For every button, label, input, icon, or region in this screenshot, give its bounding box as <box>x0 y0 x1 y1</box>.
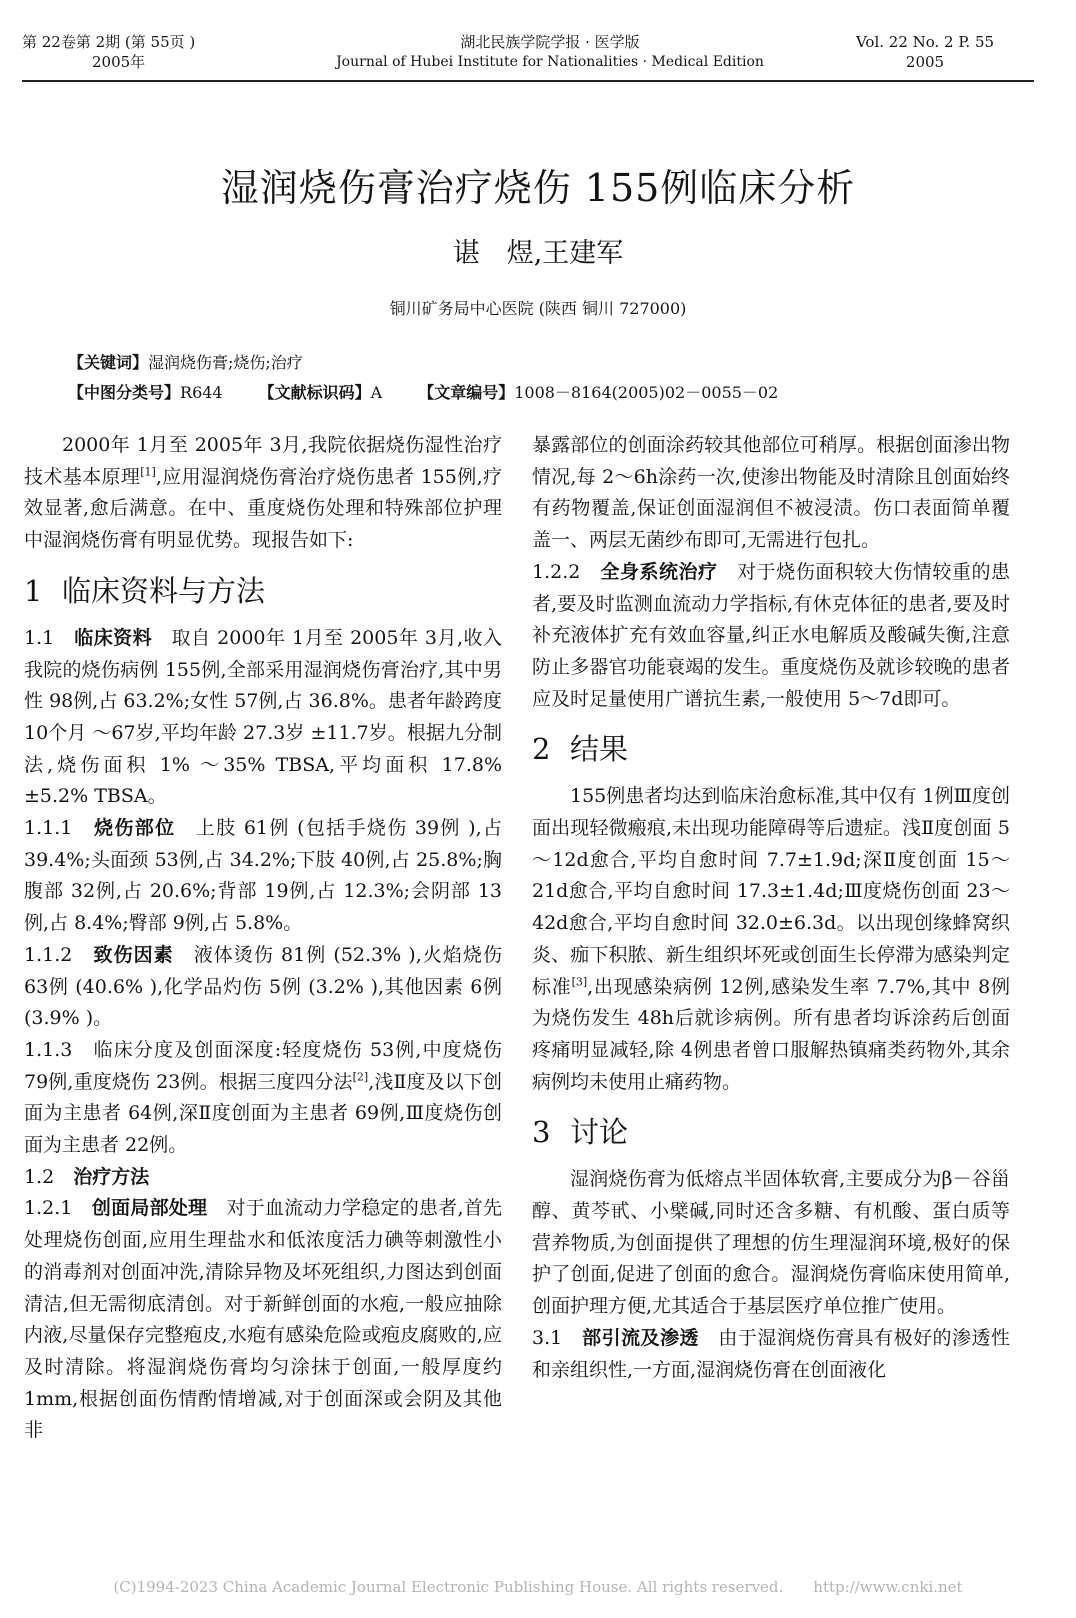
citation-ref: [2] <box>352 1070 369 1084</box>
left-column <box>24 430 502 1447</box>
doc-code-label: 【文献标识码】 <box>258 383 371 402</box>
para-1-1-3: 1.1.3 临床分度及创面深度:轻度烧伤 53例,中度烧伤 79例,重度烧伤 23例。根据三度四分法[2],浅Ⅱ度及以下创面为主患者 64例,深Ⅱ度创面为主患者 69例,Ⅲ度烧伤创面为主患者 22例。 <box>24 1038 502 1157</box>
clc-value: R644 <box>180 383 223 402</box>
intro-paragraph: 2000年 1月至 2005年 3月,我院依据烧伤湿性治疗技术基本原理[1],应用湿润烧伤膏治疗烧伤患者 155例,疗效显著,愈后满意。在中、重度烧伤处理和特殊部位护理中湿润烧伤膏有明显优势。现报告如下: <box>24 434 502 552</box>
issue-info: 第 22卷第 2期 (第 55页 ) <box>22 33 196 51</box>
section-heading-3: 3 讨论 <box>532 1115 629 1150</box>
para-1-2-2: 1.2.2 全身系统治疗 对于烧伤面积较大伤情较重的患者,要及时监测血流动力学指标,有休克体征的患者,要及时补充液体扩充有效血容量,纠正水电解质及酸碱失衡,注意防止多器官功能衰竭的发生。重度烧伤及就诊较晚的患者应及时足量使用广谱抗生素,一般使用 5～7d即可。 <box>532 560 1010 710</box>
clc-label: 【中图分类号】 <box>68 383 181 402</box>
running-header-center <box>300 32 800 72</box>
volume-info: Vol. 22 No. 2 P. 55 <box>855 33 995 51</box>
running-header-left <box>22 32 262 72</box>
keywords-line <box>68 352 303 374</box>
para-1-1-2: 1.1.2 致伤因素 液体烫伤 81例 (52.3% ),火焰烧伤 63例 (40.6% ),化学品灼伤 5例 (3.2% ),其他因素 6例 (3.9% )。 <box>24 943 502 1030</box>
para-1-1-1: 1.1.1 烧伤部位 上肢 61例 (包括手烧伤 39例 ),占 39.4%;头面颈 53例,占 34.2%;下肢 40例,占 25.8%;胸腹部 32例,占 20.6%;背部 19例,占 12.3%;会阴部 13例,占 8.4%;臀部 9例,占 5.8%。 <box>24 817 502 935</box>
right-column <box>532 430 1010 1386</box>
article-affiliation: 铜川矿务局中心医院 (陕西 铜川 727000) <box>389 299 687 318</box>
doc-code-value: A <box>370 383 383 402</box>
article-no-label: 【文章编号】 <box>418 383 515 402</box>
results-paragraph: 155例患者均达到临床治愈标准,其中仅有 1例Ⅲ度创面出现轻微瘢痕,未出现功能障碍等后遗症。浅Ⅱ度创面 5～12d愈合,平均自愈时间 7.7±1.9d;深Ⅱ度创面 15～21d愈合,平均自愈时间 17.3±1.4d;Ⅲ度烧伤创面 23～42d愈合,平均自愈时间 32.0±6.3d。以出现创缘蜂窝织炎、痂下积脓、新生组织坏死或创面生长停滞为感染判定标准[3],出现感染病例 12例,感染发生率 7.7%,其中 8例为烧伤发生 48h后就诊病例。所有患者均诉涂药后创面疼痛明显减轻,除 4例患者曾口服解热镇痛类药物外,其余病例均未使用止痛药物。 <box>532 785 1010 1093</box>
para-3-1: 3.1 部引流及渗透 由于湿润烧伤膏具有极好的渗透性和亲组织性,一方面,湿润烧伤膏在创面液化 <box>532 1326 1010 1381</box>
keywords-label: 【关键词】 <box>68 353 149 372</box>
para-1-1: 1.1 临床资料 取自 2000年 1月至 2005年 3月,收入我院的烧伤病例 155例,全部采用湿润烧伤膏治疗,其中男性 98例,占 63.2%;女性 57例,占 36.8%。患者年龄跨度 10个月 ～67岁,平均年龄 27.3岁 ±11.7岁。根据九分制法,烧伤面积 1% ～35% TBSA,平均面积 17.8% ±5.2% TBSA。 <box>24 626 502 808</box>
keywords-value: 湿润烧伤膏;烧伤;治疗 <box>148 353 303 372</box>
section-heading-1: 1 临床资料与方法 <box>24 573 266 608</box>
issue-year: 2005年 <box>92 53 146 71</box>
discussion-paragraph: 湿润烧伤膏为低熔点半固体软膏,主要成分为β－谷甾醇、黄芩甙、小檗碱,同时还含多糖、有机酸、蛋白质等营养物质,为创面提供了理想的仿生理湿润环境,极好的保护了创面,促进了创面的愈合。湿润烧伤膏临床使用简单,创面护理方便,尤其适合于基层医疗单位推广使用。 <box>532 1168 1010 1318</box>
section-heading-2: 2 结果 <box>532 732 629 767</box>
classification-line <box>68 382 968 404</box>
journal-name-cn: 湖北民族学院学报 · 医学版 <box>460 33 640 51</box>
header-rule <box>22 80 1034 82</box>
citation-ref: [1] <box>140 465 156 479</box>
para-1-2-1-cont: 暴露部位的创面涂药较其他部位可稍厚。根据创面渗出物情况,每 2～6h涂药一次,使渗出物能及时清除且创面始终有药物覆盖,保证创面湿润但不被浸渍。伤口表面简单覆盖一、两层无菌纱布即可,无需进行包扎。 <box>532 434 1010 552</box>
copyright-watermark: (C)1994-2023 China Academic Journal Electronic Publishing House. All rights reserved. http://www.cnki.net <box>113 1578 963 1596</box>
subheading-1-2: 1.2 治疗方法 <box>24 1165 150 1188</box>
journal-name-en: Journal of Hubei Institute for Nationalities · Medical Edition <box>336 54 764 70</box>
article-authors: 谌 煜,王建军 <box>452 238 624 269</box>
article-no-value: 1008－8164(2005)02－0055－02 <box>514 383 779 402</box>
para-1-2-1: 1.2.1 创面局部处理 对于血流动力学稳定的患者,首先处理烧伤创面,应用生理盐水和低浓度活力碘等刺激性小的消毒剂对创面冲洗,清除异物及坏死组织,力图达到创面清洁,但无需彻底清创。对于新鲜创面的水疱,一般应抽除内液,尽量保存完整疱皮,水疱有感染危险或疱皮腐败的,应及时清除。将湿润烧伤膏均匀涂抹于创面,一般厚度约 1mm,根据创面伤情酌情增减,对于创面深或会阴及其他非 <box>24 1197 502 1442</box>
running-header-right <box>830 32 1020 72</box>
article-title: 湿润烧伤膏治疗烧伤 155例临床分析 <box>220 166 856 210</box>
citation-ref: [3] <box>571 975 588 989</box>
volume-year: 2005 <box>905 53 945 71</box>
